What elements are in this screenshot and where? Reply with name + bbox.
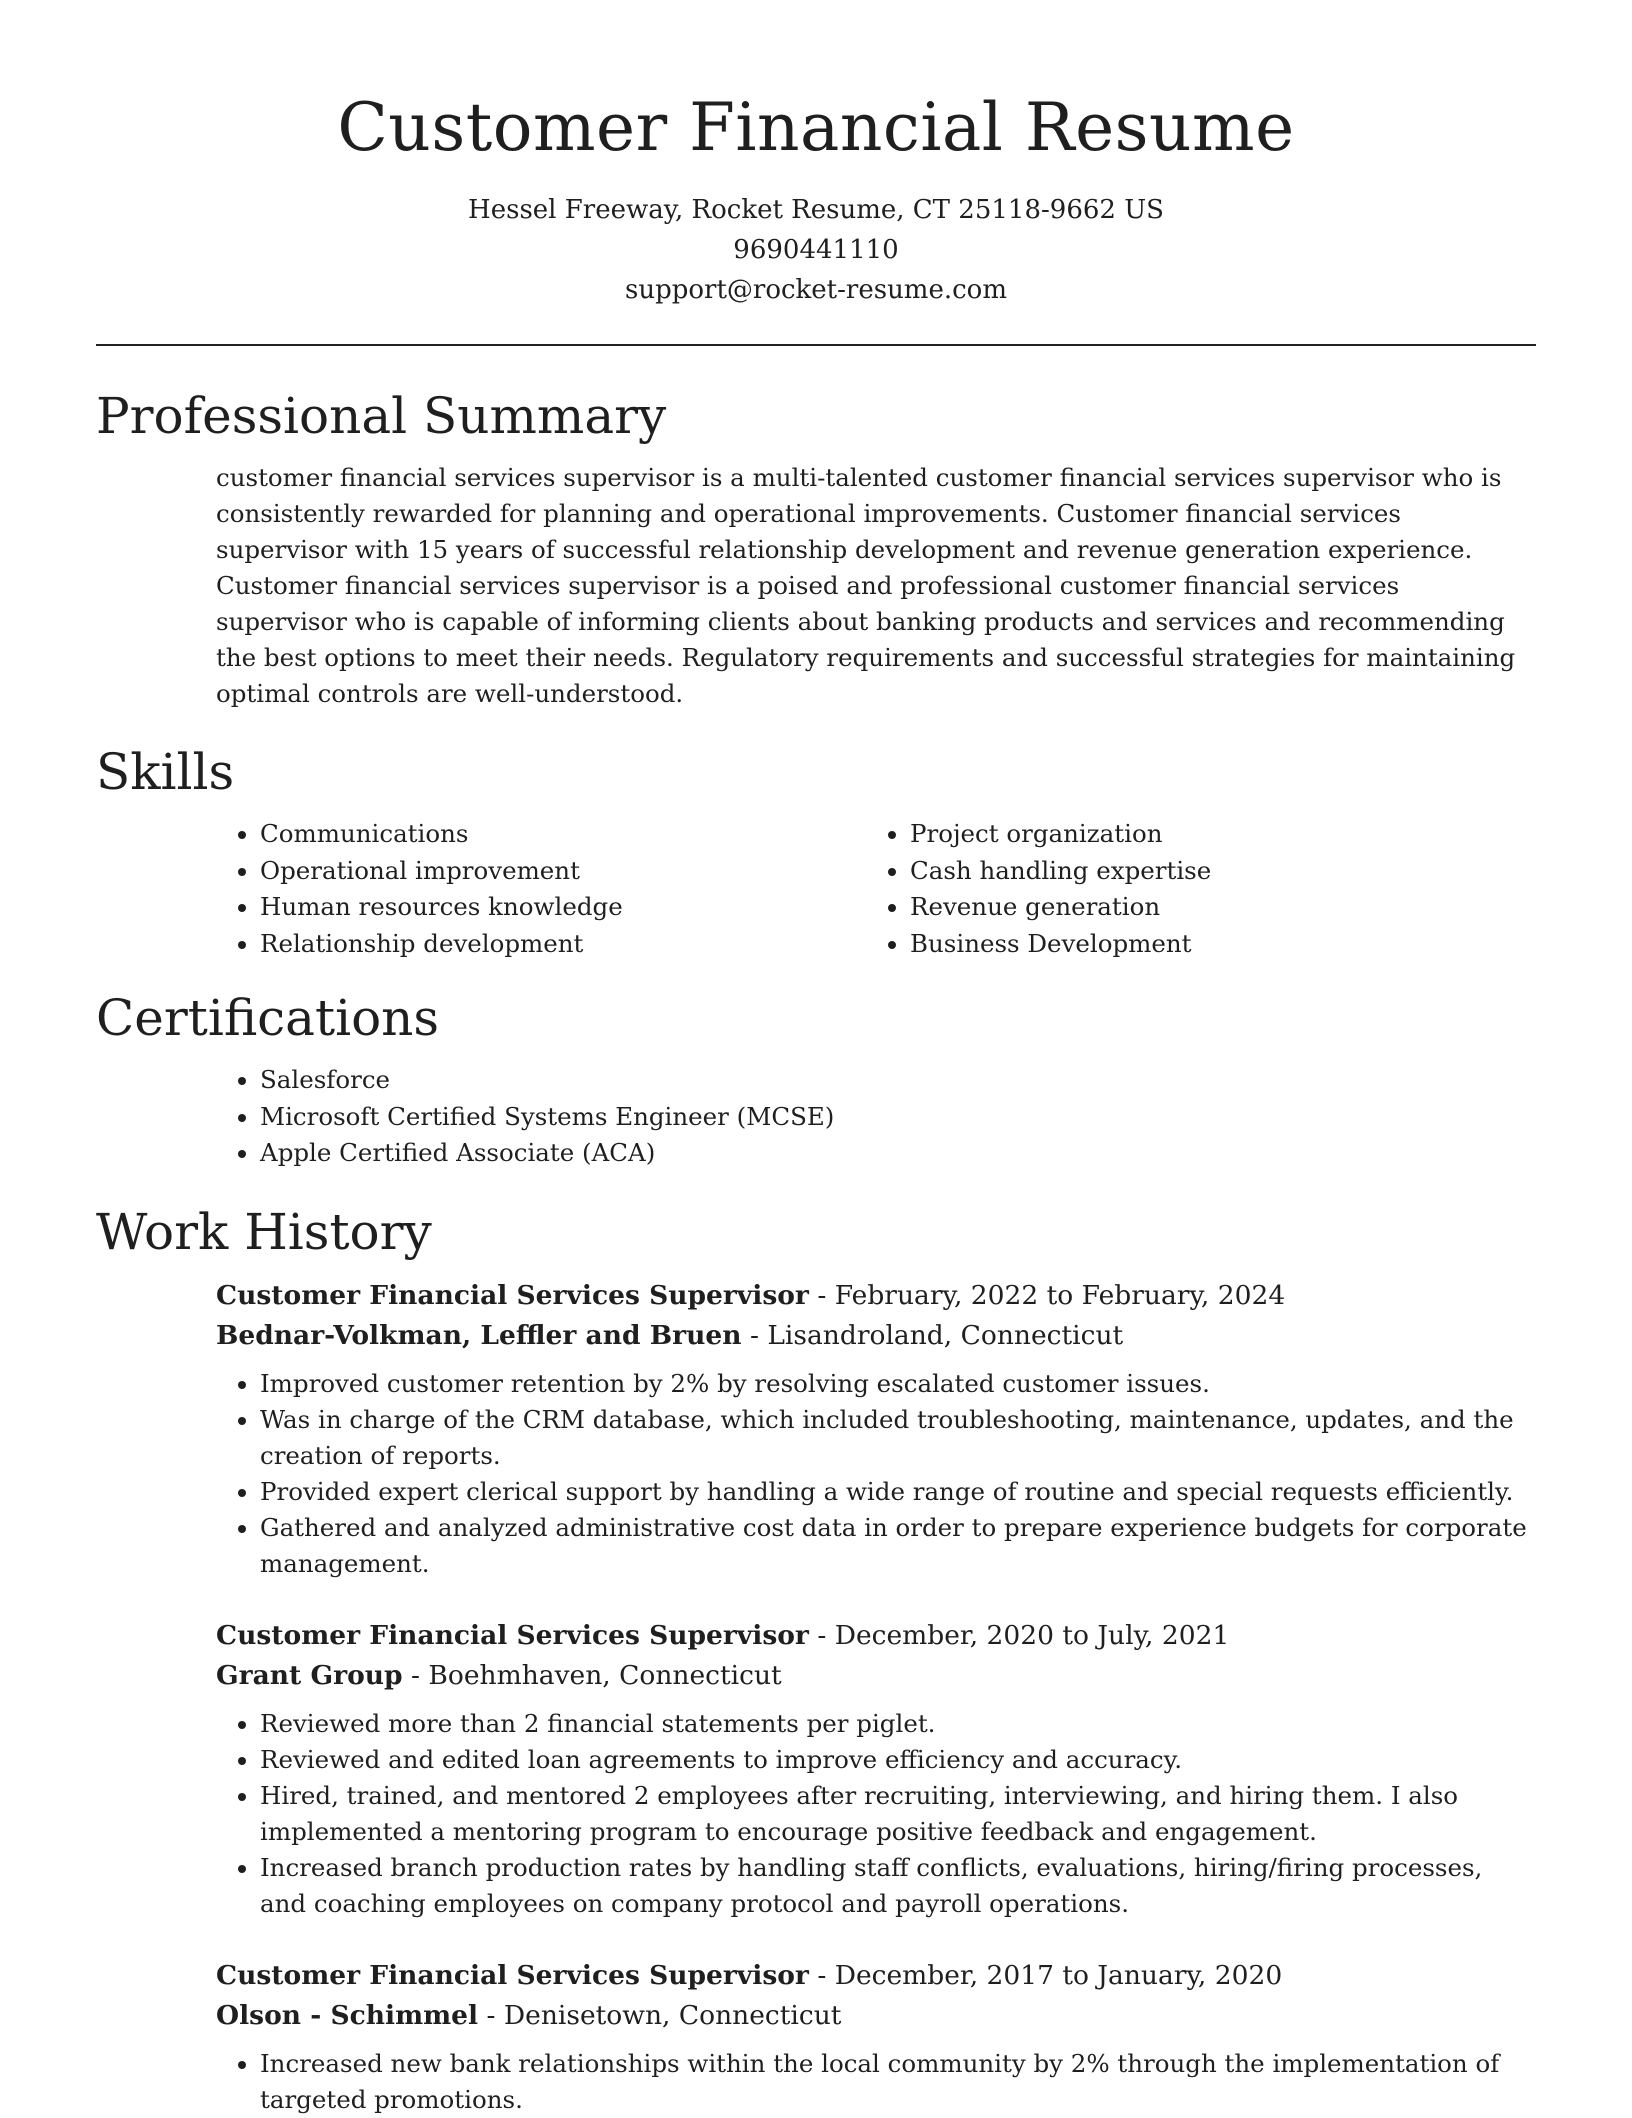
certification-item: • Microsoft Certified Systems Engineer (MCSE) <box>260 1099 1536 1136</box>
job-separator: - <box>817 1619 835 1651</box>
certifications-heading: Certifications <box>96 989 440 1047</box>
skills-list-left <box>216 816 866 962</box>
certifications-section <box>96 986 1536 1172</box>
job-bullet: • Improved customer retention by 2% by resolving escalated customer issues. <box>260 1366 1536 1402</box>
job-dates: December, 2017 to January, 2020 <box>834 1959 1283 1991</box>
header-divider <box>96 344 1536 346</box>
job-bullet: • Provided expert clerical support by handling a wide range of routine and special requests efficiently. <box>260 1474 1536 1510</box>
skill-item: • Relationship development <box>260 926 866 963</box>
job-bullets <box>216 2046 1536 2118</box>
job-separator: - <box>411 1659 429 1691</box>
job-separator: - <box>817 1279 835 1311</box>
certifications-list <box>216 1062 1536 1172</box>
contact-email: support@rocket-resume.com <box>624 275 1007 305</box>
skill-item: • Revenue generation <box>910 889 1516 926</box>
job-location: Denisetown, Connecticut <box>503 1999 842 2031</box>
contact-info <box>96 190 1536 310</box>
job-bullet: • Hired, trained, and mentored 2 employees after recruiting, interviewing, and hiring them. I also implemented a mentoring program to encourage positive feedback and engagement. <box>260 1778 1536 1850</box>
skill-item: • Operational improvement <box>260 853 866 890</box>
job-bullet: • Reviewed and edited loan agreements to improve efficiency and accuracy. <box>260 1742 1536 1778</box>
job-separator: - <box>749 1319 768 1351</box>
job-entry <box>216 1616 1536 1922</box>
resume-title: Customer Financial Resume <box>337 89 1295 166</box>
job-bullet: • Gathered and analyzed administrative cost data in order to prepare experience budgets for corporate management. <box>260 1510 1536 1582</box>
job-separator: - <box>486 1999 504 2031</box>
resume-header <box>96 0 1536 310</box>
job-company: Bednar-Volkman, Leffler and Bruen <box>216 1319 742 1351</box>
job-title-line <box>216 1616 1536 1656</box>
job-company: Olson - Schimmel <box>216 1999 479 2031</box>
skills-section <box>96 740 1536 962</box>
job-title: Customer Financial Services Supervisor <box>216 1279 809 1311</box>
certification-item: • Salesforce <box>260 1062 1536 1099</box>
job-title: Customer Financial Services Supervisor <box>216 1959 809 1991</box>
summary-heading: Professional Summary <box>96 387 667 445</box>
job-title: Customer Financial Services Supervisor <box>216 1619 809 1651</box>
work-history-heading: Work History <box>96 1202 432 1261</box>
job-company-line <box>216 1656 1536 1696</box>
job-company: Grant Group <box>216 1659 403 1691</box>
job-entry <box>216 1956 1536 2118</box>
job-separator: - <box>817 1959 835 1991</box>
job-entry <box>216 1276 1536 1582</box>
work-history-section <box>96 1200 1536 2118</box>
job-location: Lisandroland, Connecticut <box>767 1319 1124 1351</box>
job-location: Boehmhaven, Connecticut <box>428 1659 782 1691</box>
job-title-line <box>216 1276 1536 1316</box>
contact-phone: 9690441110 <box>733 235 899 265</box>
job-bullet: • Was in charge of the CRM database, which included troubleshooting, maintenance, updates, and the creation of reports. <box>260 1402 1536 1474</box>
skills-heading: Skills <box>96 743 235 801</box>
job-title-line <box>216 1956 1536 1996</box>
skills-grid <box>216 816 1536 962</box>
skill-item: • Human resources knowledge <box>260 889 866 926</box>
job-dates: February, 2022 to February, 2024 <box>834 1279 1286 1311</box>
job-bullet: • Reviewed more than 2 financial statements per piglet. <box>260 1706 1536 1742</box>
job-bullet: • Increased new bank relationships within the local community by 2% through the implementation of targeted promotions. <box>260 2046 1536 2118</box>
skill-item: • Communications <box>260 816 866 853</box>
skill-item: • Business Development <box>910 926 1516 963</box>
summary-section <box>96 384 1536 712</box>
skill-item: • Project organization <box>910 816 1516 853</box>
certification-item: • Apple Certified Associate (ACA) <box>260 1135 1536 1172</box>
job-company-line <box>216 1316 1536 1356</box>
job-bullets <box>216 1366 1536 1582</box>
summary-text: customer financial services supervisor is a multi-talented customer financial services supervisor who is consistently rewarded for planning and operational improvements. Customer financial services supervisor with 15 years of successful relationship development and revenue generation experience. Customer financial services supervisor is a poised and professional customer financial services supervisor who is capable of informing clients about banking products and services and recommending the best options to meet their needs. Regulatory requirements and successful strategies for maintaining optimal controls are well-understood. <box>216 463 1516 708</box>
resume-page <box>96 0 1536 2118</box>
job-company-line <box>216 1996 1536 2036</box>
job-bullet: • Increased branch production rates by handling staff conflicts, evaluations, hiring/firing processes, and coaching employees on company protocol and payroll operations. <box>260 1850 1536 1922</box>
contact-address: Hessel Freeway, Rocket Resume, CT 25118-9662 US <box>468 195 1164 225</box>
skills-list-right <box>866 816 1516 962</box>
skill-item: • Cash handling expertise <box>910 853 1516 890</box>
job-bullets <box>216 1706 1536 1922</box>
job-dates: December, 2020 to July, 2021 <box>834 1619 1230 1651</box>
